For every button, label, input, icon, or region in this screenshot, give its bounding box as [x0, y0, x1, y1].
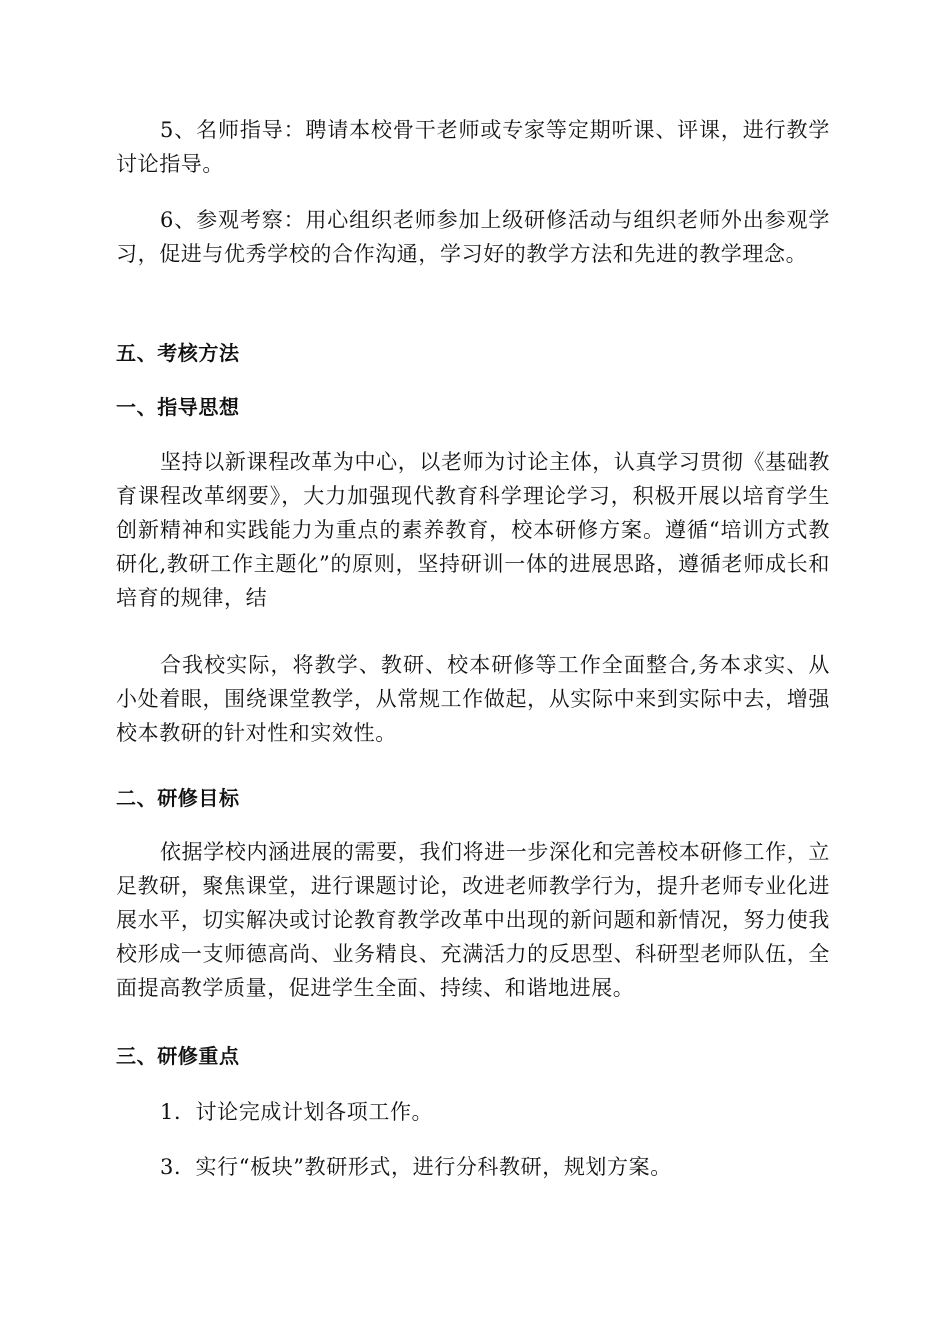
paragraph-visit-inspection: 6、参观考察：用心组织老师参加上级研修活动与组织老师外出参观学习，促进与优秀学校的合作沟通，学习好的教学方法和先进的教学理念。: [116, 208, 830, 266]
paragraph-training-goals: 依据学校内涵进展的需要，我们将进一步深化和完善校本研修工作，立足教研，聚焦课堂，进行课题讨论，改进老师教学行为，提升老师专业化进展水平，切实解决或讨论教育教学改革中出现的新问题和新情况，努力使我校形成一支师德高尚、业务精良、充满活力的反思型、科研型老师队伍，全面提高教学质量，促进学生全面、持续、和谐地进展。: [116, 840, 830, 1000]
paragraph-mentor-guidance: 5、名师指导：聘请本校骨干老师或专家等定期听课、评课，进行教学讨论指导。: [116, 118, 830, 176]
heading-training-focus: 三、研修重点: [116, 1044, 240, 1068]
paragraph-guiding-ideology-continued: 合我校实际，将教学、教研、校本研修等工作全面整合,务本求实、从小处着眼，围绕课堂教学，从常规工作做起，从实际中来到实际中去，增强校本教研的针对性和实效性。: [116, 653, 830, 745]
heading-training-goals: 二、研修目标: [116, 786, 240, 810]
list-item-3: 3．实行“板块”教研形式，进行分科教研，规划方案。: [160, 1155, 672, 1179]
paragraph-guiding-ideology: 坚持以新课程改革为中心，以老师为讨论主体，认真学习贯彻《基础教育课程改革纲要》，大力加强现代教育科学理论学习，积极开展以培育学生创新精神和实践能力为重点的素养教育，校本研修方案。遵循“培训方式教研化,教研工作主题化”的原则，坚持研训一体的进展思路，遵循老师成长和培育的规律，结: [116, 450, 830, 610]
heading-guiding-ideology: 一、指导思想: [116, 395, 240, 419]
list-item-1: 1．讨论完成计划各项工作。: [160, 1100, 434, 1124]
heading-assessment-method: 五、考核方法: [116, 341, 240, 365]
